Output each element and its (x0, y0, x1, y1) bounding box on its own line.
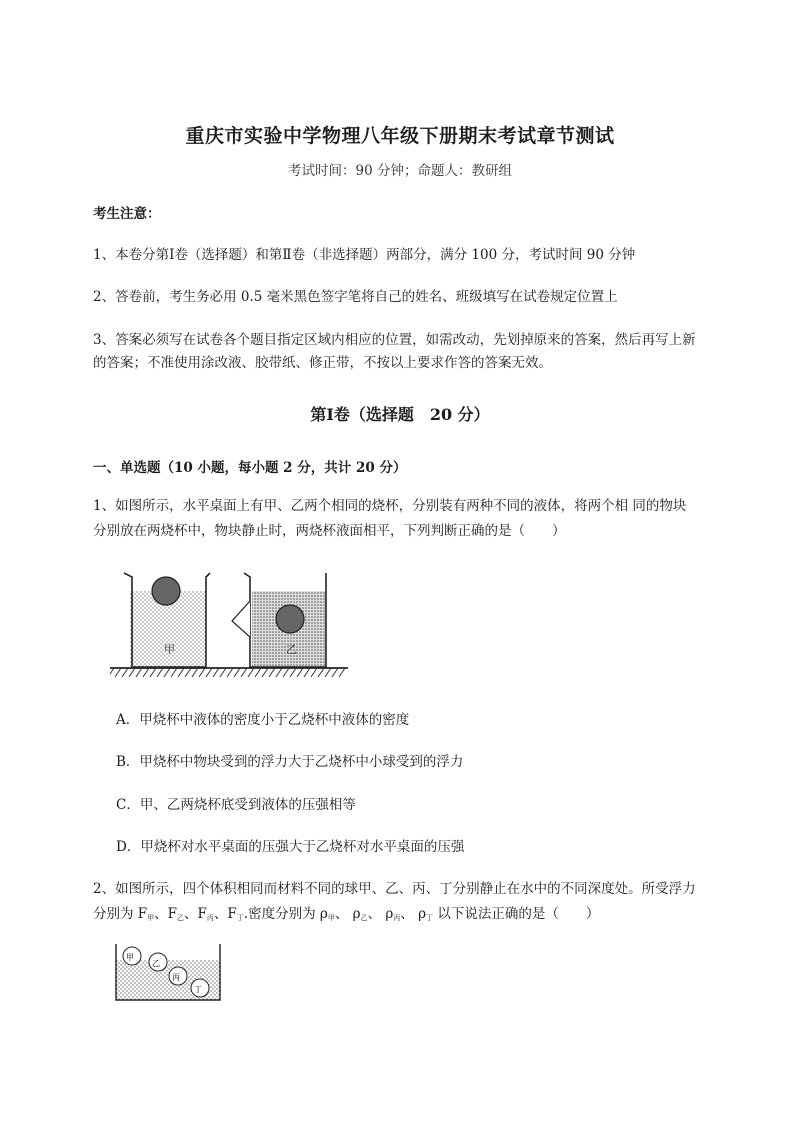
svg-text:丙: 丙 (172, 973, 180, 982)
question-2-line-2: 分别为 $F_甲$、$F_乙$、$F_丙$、$F_丁$.密度分别为 $\rho_甲$、 $\rho_乙$、 $\rho_丙$、 $\rho_丁$ 以下说法正确的是（ ） (93, 906, 600, 922)
part-heading: 一、单选题（10 小题，每小题 2 分，共计 20 分） (93, 460, 407, 476)
option-d: D．甲烧杯对水平桌面的压强大于乙烧杯对水平桌面的压强 (116, 839, 465, 855)
ball-bing (169, 967, 187, 985)
option-a: A．甲烧杯中液体的密度小于乙烧杯中液体的密度 (116, 712, 410, 728)
question-1-figure (110, 565, 350, 685)
svg-text:乙: 乙 (152, 959, 160, 968)
notice-item-3-line-1: 3、答案必须写在试卷各个题目指定区域内相应的位置，如需改动，先划掉原来的答案，然后再写上新 (93, 332, 696, 348)
question-1-line-1: 1、如图所示，水平桌面上有甲、乙两个相同的烧杯，分别装有两种不同的液体，将两个相 同的物块 (93, 498, 687, 514)
ball-yi (149, 953, 167, 971)
section-heading: 第Ⅰ卷（选择题 20 分） (310, 405, 490, 424)
question-1-line-2: 分别放在两烧杯中，物块静止时，两烧杯液面相平，下列判断正确的是（ ） (93, 523, 566, 539)
beaker-jia-label: 甲 (164, 643, 175, 656)
option-c: C．甲、乙两烧杯底受到液体的压强相等 (116, 797, 356, 813)
ball-ding (191, 979, 209, 997)
question-2-line-1: 2、如图所示，四个体积相同而材料不同的球甲、乙、丙、丁分别静止在水中的不同深度处。所受浮力 (93, 881, 696, 897)
notice-heading: 考生注意： (93, 206, 161, 222)
option-b: B．甲烧杯中物块受到的浮力大于乙烧杯中小球受到的浮力 (116, 754, 464, 770)
notice-item-1: 1、本卷分第Ⅰ卷（选择题）和第Ⅱ卷（非选择题）两部分，满分 100 分，考试时间 90 分钟 (93, 247, 636, 263)
question-2-figure (114, 942, 224, 1004)
svg-text:丁: 丁 (194, 985, 202, 994)
ball-jia (123, 947, 141, 965)
notice-item-2: 2、答卷前，考生务必用 0.5 毫米黑色签字笔将自己的姓名、班级填写在试卷规定位置上 (93, 289, 618, 305)
beaker-yi (232, 573, 326, 667)
svg-text:甲: 甲 (126, 953, 134, 962)
notice-item-3-line-2: 的答案；不准使用涂改液、胶带纸、修正带，不按以上要求作答的答案无效。 (93, 355, 552, 371)
exam-info: 考试时间：90 分钟；命题人：教研组 (288, 163, 512, 179)
beaker-yi-label: 乙 (286, 643, 297, 656)
beaker-jia (124, 573, 210, 667)
page-title: 重庆市实验中学物理八年级下册期末考试章节测试 (185, 125, 615, 147)
